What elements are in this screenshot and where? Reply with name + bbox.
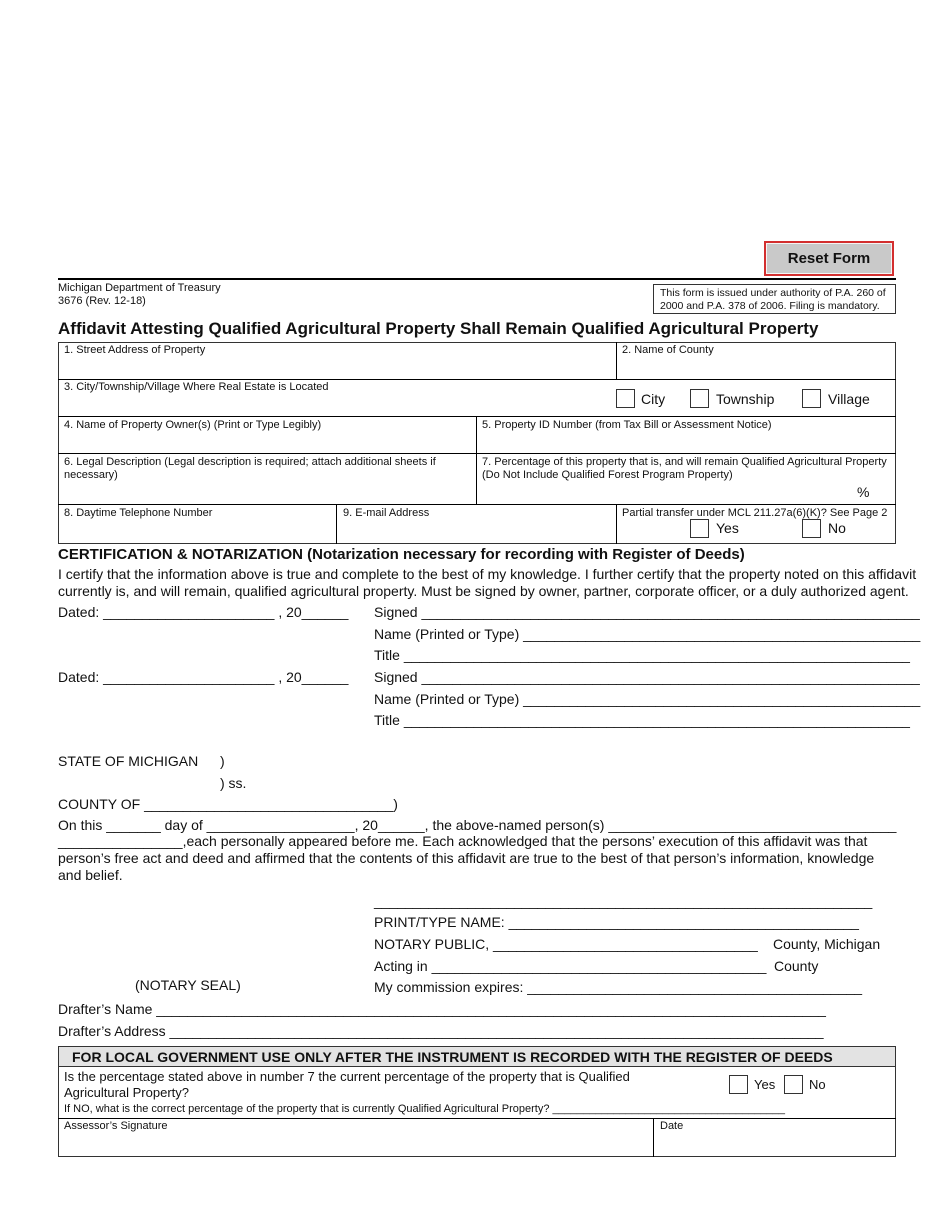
phone-label: 8. Daytime Telephone Number — [64, 507, 213, 519]
local-if-no-line[interactable]: If NO, what is the correct percentage of the property that is currently Qualified Agricultural Property? ______________________________________ — [64, 1103, 785, 1115]
partial-transfer-label: Partial transfer under MCL 211.27a(6)(K)? See Page 2 — [622, 507, 888, 519]
certification-text-2: currently is, and will remain, qualified agricultural property. Must be signed by owner, partner, corporate officer, or a duly authorized agent. — [58, 583, 909, 599]
col-divider — [616, 504, 617, 544]
local-col-divider — [653, 1118, 654, 1157]
city-checkbox[interactable] — [616, 389, 635, 408]
village-label: Village — [828, 391, 870, 407]
reset-form-button[interactable]: Reset Form — [764, 241, 894, 276]
local-no-checkbox[interactable] — [784, 1075, 803, 1094]
local-question-1: Is the percentage stated above in number 7 the current percentage of the property that is Qualified — [64, 1069, 630, 1084]
owner-name-label: 4. Name of Property Owner(s) (Print or Type Legibly) — [64, 419, 322, 431]
dated-line-2[interactable]: Dated: ______________________ , 20______ — [58, 669, 349, 685]
certification-heading: CERTIFICATION & NOTARIZATION (Notarization necessary for recording with Register of Deeds) — [58, 546, 745, 563]
page-title: Affidavit Attesting Qualified Agricultural Property Shall Remain Qualified Agricultural Property — [58, 319, 819, 338]
notary-text-4: and belief. — [58, 867, 123, 883]
percentage-label-1: 7. Percentage of this property that is, and will remain Qualified Agricultural Property — [482, 456, 887, 468]
title-line-1[interactable]: Title _________________________________________________________________ — [374, 647, 910, 663]
title-line-2[interactable]: Title _________________________________________________________________ — [374, 712, 910, 728]
row-divider — [58, 453, 896, 454]
state-label: STATE OF MICHIGAN — [58, 753, 199, 769]
county-of-line[interactable]: COUNTY OF ________________________________) — [58, 796, 398, 812]
col-divider — [476, 416, 477, 504]
village-checkbox[interactable] — [802, 389, 821, 408]
on-this-line[interactable]: On this _______ day of ___________________, 20______, the above-named person(s) _____________________________________ — [58, 817, 897, 833]
col-divider — [616, 342, 617, 379]
email-label: 9. E-mail Address — [343, 507, 430, 519]
notary-public-line[interactable]: NOTARY PUBLIC, __________________________________ — [374, 936, 758, 952]
local-no-label: No — [809, 1077, 826, 1092]
signed-line-1[interactable]: Signed ________________________________________________________________ — [374, 604, 920, 620]
authority-line-2: 2000 and P.A. 378 of 2006. Filing is mandatory. — [660, 300, 880, 312]
local-yes-checkbox[interactable] — [729, 1075, 748, 1094]
ss-label: ) ss. — [220, 775, 247, 791]
dated-line-1[interactable]: Dated: ______________________ , 20______ — [58, 604, 349, 620]
name-line-2[interactable]: Name (Printed or Type) ___________________________________________________ — [374, 691, 921, 707]
assessor-signature-label: Assessor’s Signature — [64, 1120, 168, 1132]
authority-line-1: This form is issued under authority of P.A. 260 of — [660, 287, 886, 299]
local-yes-label: Yes — [754, 1077, 776, 1092]
partial-no-checkbox[interactable] — [802, 519, 821, 538]
print-type-name-line[interactable]: PRINT/TYPE NAME: _____________________________________________ — [374, 914, 859, 930]
city-township-label: 3. City/Township/Village Where Real Estate is Located — [64, 381, 329, 393]
local-government-heading: FOR LOCAL GOVERNMENT USE ONLY AFTER THE INSTRUMENT IS RECORDED WITH THE REGISTER OF DEEDS — [72, 1049, 833, 1065]
form-number: 3676 (Rev. 12-18) — [58, 295, 146, 307]
acting-in-line[interactable]: Acting in ___________________________________________ — [374, 958, 767, 974]
city-label: City — [641, 391, 666, 407]
signed-line-2[interactable]: Signed ________________________________________________________________ — [374, 669, 920, 685]
percentage-label-2: (Do Not Include Qualified Forest Program Property) — [482, 469, 733, 481]
partial-yes-checkbox[interactable] — [690, 519, 709, 538]
row-divider — [58, 416, 896, 417]
header-rule — [58, 278, 896, 280]
acting-county-label: County — [774, 958, 819, 974]
notary-signature-line[interactable]: ________________________________________________________________ — [374, 893, 873, 909]
notary-text-3: person’s free act and deed and affirmed that the contents of this affidavit are true to the best of that person’s information, knowledge — [58, 850, 875, 866]
date-label: Date — [660, 1120, 684, 1132]
col-divider — [336, 504, 337, 544]
legal-description-label-1: 6. Legal Description (Legal description is required; attach additional sheets if — [64, 456, 436, 468]
drafter-address-line[interactable]: Drafter’s Address ____________________________________________________________________________________ — [58, 1023, 824, 1039]
department-name: Michigan Department of Treasury — [58, 282, 221, 294]
commission-expires-line[interactable]: My commission expires: ___________________________________________ — [374, 979, 863, 995]
notary-text-2: ________________,each personally appeared before me. Each acknowledged that the persons’ execution of this affidavit was that — [58, 833, 868, 849]
local-row-divider — [58, 1118, 896, 1119]
certification-text-1: I certify that the information above is true and complete to the best of my knowledge. I further certify that the property noted on this affidavit — [58, 566, 917, 582]
state-paren: ) — [220, 753, 225, 769]
name-line-1[interactable]: Name (Printed or Type) ___________________________________________________ — [374, 626, 921, 642]
township-checkbox[interactable] — [690, 389, 709, 408]
authority-box — [653, 284, 896, 314]
partial-yes-label: Yes — [716, 520, 739, 536]
local-question-2: Agricultural Property? — [64, 1085, 189, 1100]
partial-no-label: No — [828, 520, 846, 536]
legal-description-label-2: necessary) — [64, 469, 118, 481]
property-id-label: 5. Property ID Number (from Tax Bill or Assessment Notice) — [482, 419, 772, 431]
county-michigan-label: County, Michigan — [773, 936, 881, 952]
street-address-label: 1. Street Address of Property — [64, 344, 206, 356]
row-divider — [58, 379, 896, 380]
drafter-name-line[interactable]: Drafter’s Name ______________________________________________________________________________________ — [58, 1001, 826, 1017]
notary-seal-label: (NOTARY SEAL) — [135, 977, 241, 993]
county-name-label: 2. Name of County — [622, 344, 714, 356]
township-label: Township — [716, 391, 775, 407]
row-divider — [58, 504, 896, 505]
percent-sign: % — [857, 484, 870, 500]
